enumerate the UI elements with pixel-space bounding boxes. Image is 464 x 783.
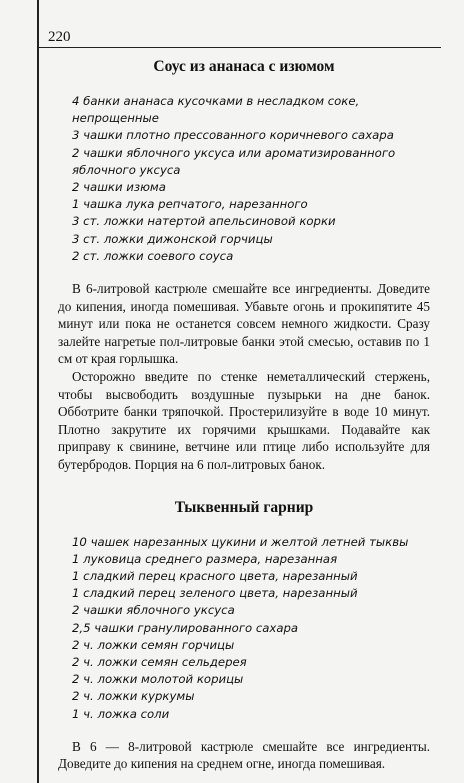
instructions-paragraph: В 6 — 8-литровой кастрюле смешайте все ингредиенты. Доведите до кипения на среднем огне, иногда помешивая. bbox=[58, 738, 430, 772]
ingredient-item: 1 чашка лука репчатого, нарезанного bbox=[72, 197, 308, 212]
ingredient-item: 2 чашки яблочного уксуса bbox=[72, 603, 235, 618]
ingredient-item: 2 ч. ложки молотой корицы bbox=[72, 672, 244, 687]
page-content bbox=[58, 57, 430, 773]
ingredient-item: 1 ч. ложка соли bbox=[72, 706, 170, 721]
ingredient-item: 4 банки ананаса кусочками в несладком соке, непрощенные bbox=[72, 94, 360, 126]
ingredient-item: 2 чашки яблочного уксуса или ароматизированного яблочного уксуса bbox=[72, 145, 396, 177]
recipe-title: Соус из ананаса с изюмом bbox=[153, 58, 335, 75]
ingredient-item: 2 ст. ложки соевого соуса bbox=[72, 248, 234, 263]
ingredient-item: 1 сладкий перец зеленого цвета, нарезанный bbox=[72, 586, 358, 601]
page-number: 220 bbox=[48, 29, 71, 45]
recipe-title: Тыквенный гарнир bbox=[174, 498, 314, 516]
ingredient-item: 2,5 чашки гранулированного сахара bbox=[72, 620, 299, 635]
left-margin-rule bbox=[37, 0, 39, 783]
ingredient-item: 2 чашки изюма bbox=[72, 180, 166, 195]
ingredient-item: 3 ст. ложки дижонской горчицы bbox=[72, 231, 273, 246]
ingredient-item: 10 чашек нарезанных цукини и желтой летней тыквы bbox=[72, 534, 409, 549]
instructions-paragraph: В 6-литровой кастрюле смешайте все ингредиенты. Доведите до кипения, иногда помешивая. Убавьте огонь и прокипятите 45 минут или пока не останется совсем немного жидкости. Сразу залейте нагретые пол-литровые банки этой смесью, оставив по 1 см от края горлышка. bbox=[58, 281, 430, 367]
ingredient-item: 3 ст. ложки натертой апельсиновой корки bbox=[72, 214, 336, 229]
instructions-paragraph: Осторожно введите по стенке неметаллический стержень, чтобы высвободить воздушные пузырьки на дне банок. Обботрите банки тряпочкой. Простерилизуйте в воде 10 минут. Плотно закрутите их горячими крышками. Подавайте как приправу к свинине, ветчине или птице либо используйте для бутербродов. Порция на 6 пол-литровых банок. bbox=[58, 369, 430, 472]
ingredient-item: 3 чашки плотно прессованного коричневого сахара bbox=[72, 128, 394, 143]
ingredient-item: 1 луковица среднего размера, нарезанная bbox=[72, 551, 338, 566]
ingredient-item: 2 ч. ложки куркумы bbox=[72, 689, 195, 704]
ingredient-list bbox=[58, 93, 430, 265]
ingredient-item: 2 ч. ложки семян сельдерея bbox=[72, 654, 247, 669]
ingredient-list bbox=[58, 534, 430, 723]
ingredient-item: 2 ч. ложки семян горчицы bbox=[72, 637, 235, 652]
header-rule bbox=[37, 47, 441, 48]
ingredient-item: 1 сладкий перец красного цвета, нарезанный bbox=[72, 568, 358, 583]
